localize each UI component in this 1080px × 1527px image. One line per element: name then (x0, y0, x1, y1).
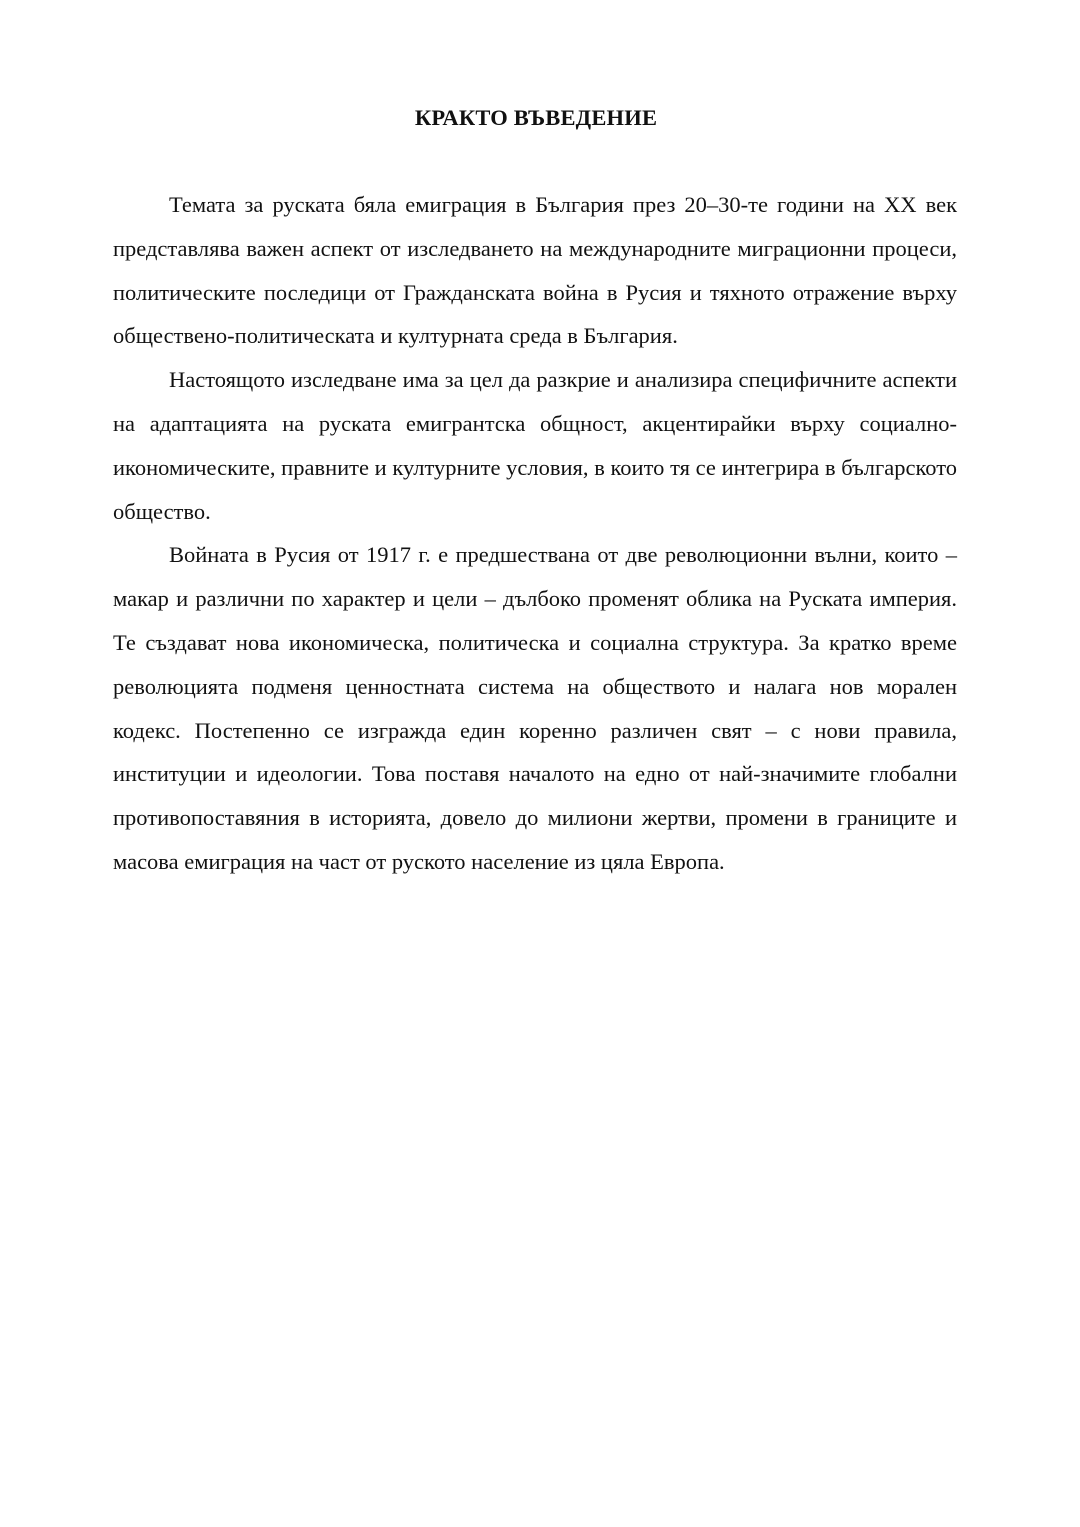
paragraph-2: Настоящото изследване има за цел да разкрие и анализира специфичните аспекти на адаптацията на руската емигрантска общност, акцентирайки върху социално-икономическите, правните и културните условия, в които тя се интегрира в българското общество. (113, 367, 957, 524)
page-title: КРАКТО ВЪВЕДЕНИЕ (414, 105, 658, 130)
paragraph-1: Темата за руската бяла емиграция в България през 20–30-те години на XX век представлява важен аспект от изследването на международните миграционни процеси, политическите последици от Гражданската война в Русия и тяхното отражение върху обществено-политическата и културната среда в България. (113, 192, 957, 349)
document-body (113, 183, 957, 884)
paragraph-3: Войната в Русия от 1917 г. е предшествана от две революционни вълни, които – макар и различни по характер и цели – дълбоко променят облика на Руската империя. Те създават нова икономическа, политическа и социална структура. За кратко време революцията подменя ценностната система на обществото и налага нов морален кодекс. Постепенно се изгражда един коренно различен свят – с нови правила, институции и идеологии. Това поставя началото на едно от най-значимите глобални противопоставяния в историята, довело до милиони жертви, промени в границите и масова емиграция на част от руското население из цяла Европа. (113, 542, 957, 874)
